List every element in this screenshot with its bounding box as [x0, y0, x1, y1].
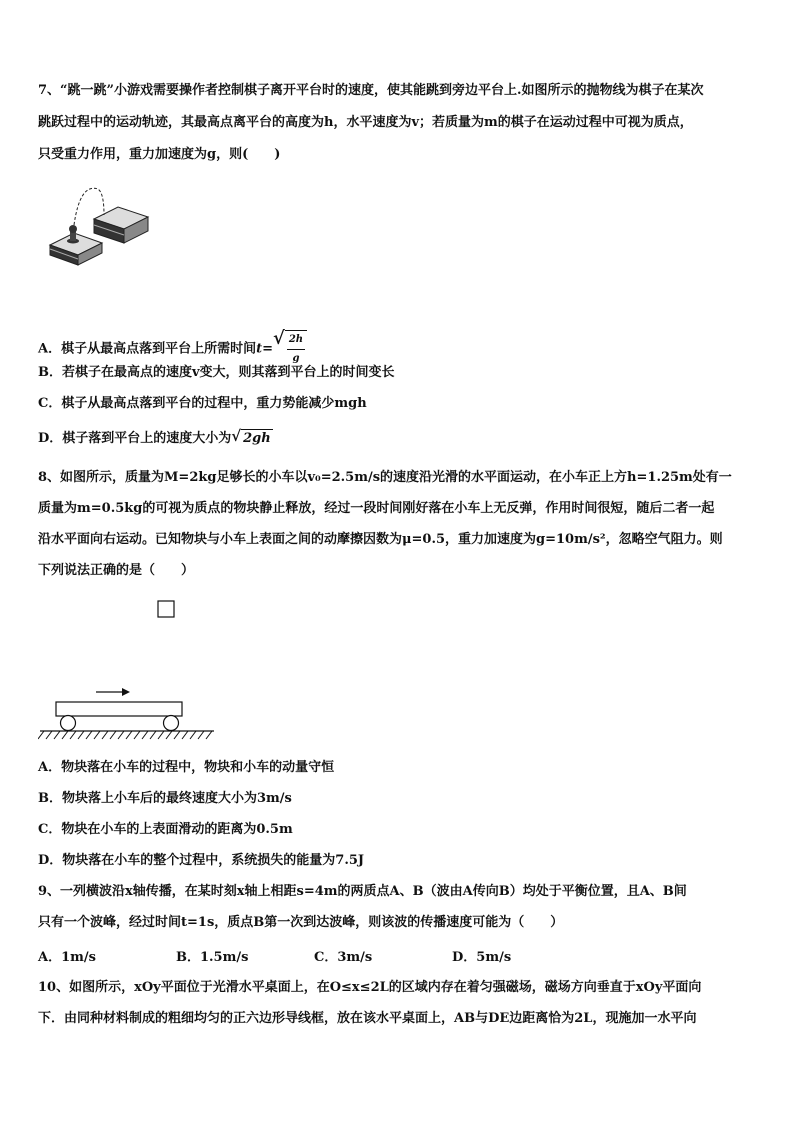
q9-option-a: A．1m/s	[38, 950, 96, 965]
q8-line2: 质量为m=0.5kg的可视为质点的物块静止释放，经过一段时间刚好落在小车上无反弹，作用时间很短，随后二者一起	[38, 501, 715, 516]
q9-option-d: D．5m/s	[452, 950, 512, 965]
q8-line3: 沿水平面向右运动。已知物块与小车上表面之间的动摩擦因数为μ=0.5，重力加速度为g=10m/s²，忽略空气阻力。则	[38, 532, 723, 547]
q10-line1: 10、如图所示，xOy平面位于光滑水平桌面上，在O≤x≤2L的区域内存在着匀强磁场，磁场方向垂直于xOy平面向	[38, 980, 702, 995]
q8-option-a: A．物块落在小车的过程中，物块和小车的动量守恒	[38, 760, 335, 775]
cart-block-figure	[38, 598, 218, 746]
q7-option-b: B．若棋子在最高点的速度v变大，则其落到平台上的时间变长	[38, 365, 395, 380]
q9-options	[38, 946, 590, 965]
q7-line2: 跳跃过程中的运动轨迹，其最高点离平台的高度为h，水平速度为v；若质量为m的棋子在运动过程中可视为质点，	[38, 115, 693, 130]
q9-option-b: B．1.5m/s	[176, 950, 249, 965]
q8-line1: 8、如图所示，质量为M=2kg足够长的小车以v₀=2.5m/s的速度沿光滑的水平面运动，在小车正上方h=1.25m处有一	[38, 470, 732, 485]
q8-option-b: B．物块落上小车后的最终速度大小为3m/s	[38, 791, 292, 806]
q9-option-c: C．3m/s	[314, 950, 373, 965]
q9-line1: 9、一列横波沿x轴传播，在某时刻x轴上相距s=4m的两质点A、B（波由A传向B）均处于平衡位置，且A、B间	[38, 884, 687, 899]
q7-line1: 7、“跳一跳”小游戏需要操作者控制棋子离开平台时的速度，使其能跳到旁边平台上.如图所示的抛物线为棋子在某次	[38, 83, 704, 98]
q7-option-d: D．棋子落到平台上的速度大小为 √ 2gh	[38, 427, 271, 446]
q8-option-d: D．物块落在小车的整个过程中，系统损失的能量为7.5J	[38, 853, 365, 868]
q7-option-a: A．棋子从最高点落到平台上所需时间t= √ $\frac{2h}{g}$	[38, 330, 307, 368]
q8-line4: 下列说法正确的是（ ）	[38, 563, 195, 578]
q9-line2: 只有一个波峰，经过时间t=1s，质点B第一次到达波峰，则该波的传播速度可能为（ ）	[38, 915, 564, 930]
jump-game-figure	[44, 185, 154, 267]
q8-option-c: C．物块在小车的上表面滑动的距离为0.5m	[38, 822, 293, 837]
q7-line3: 只受重力作用，重力加速度为g，则( )	[38, 147, 281, 162]
q7-option-c: C．棋子从最高点落到平台的过程中，重力势能减少mgh	[38, 396, 367, 411]
q10-line2: 下．由同种材料制成的粗细均匀的正六边形导线框，放在该水平桌面上，AB与DE边距离恰为2L，现施加一水平向	[38, 1011, 697, 1026]
